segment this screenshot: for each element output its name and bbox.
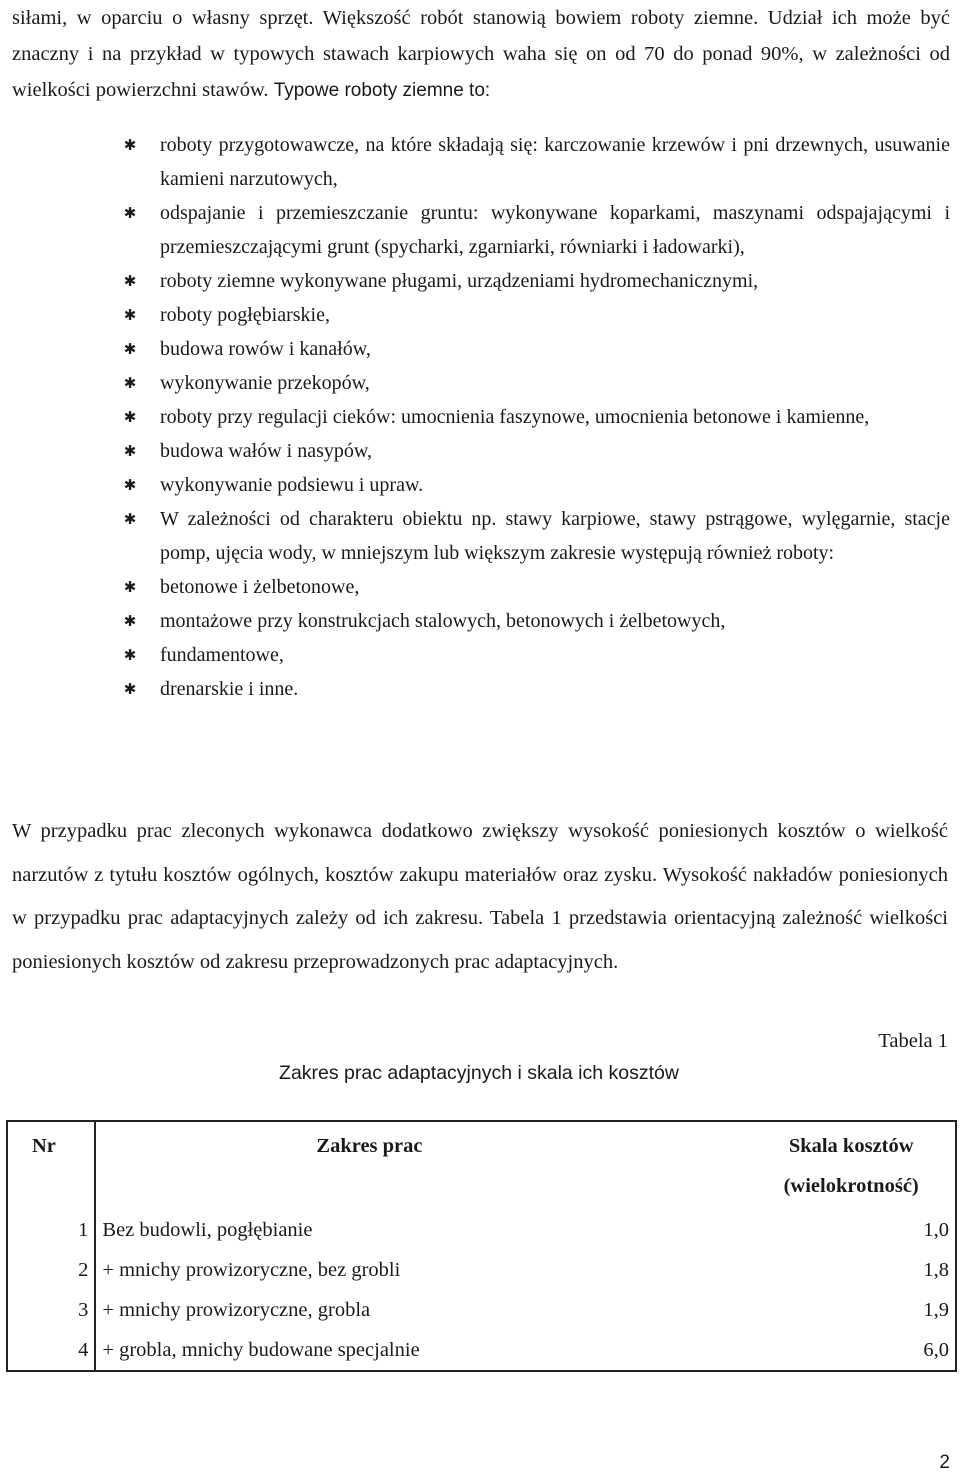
list-item-text: roboty przy regulacji cieków: umocnienia faszynowe, umocnienia betonowe i kamienne,	[160, 406, 870, 428]
cell-nr: 1	[7, 1210, 95, 1250]
header-skala	[753, 1121, 956, 1210]
header-zakres: Zakres prac	[95, 1121, 753, 1210]
table-label: Tabela 1	[878, 1030, 948, 1052]
asterisk-bullet-icon: ✱	[123, 408, 137, 426]
list-item	[0, 298, 950, 332]
header-skala-line2: (wielokrotność)	[783, 1175, 919, 1197]
list-item	[0, 570, 950, 604]
list-item	[0, 434, 950, 468]
list-item	[0, 366, 950, 400]
asterisk-bullet-icon: ✱	[123, 340, 137, 358]
list-item-text: betonowe i żelbetonowe,	[160, 576, 360, 598]
list-item	[0, 332, 950, 366]
asterisk-bullet-icon: ✱	[123, 204, 137, 222]
intro-text: siłami, w oparciu o własny sprzęt. Większość robót stanowią bowiem roboty ziemne. Udział ich może być znaczny i na przykład w typowych stawach karpiowych waha się on od 70 do ponad 90%, w zależności od wielkości powierzchni stawów.	[12, 7, 950, 101]
list-item-text: fundamentowe,	[160, 644, 284, 666]
table-row	[7, 1250, 956, 1290]
cell-nr: 4	[7, 1330, 95, 1371]
table-row	[7, 1330, 956, 1371]
list-item	[0, 400, 950, 434]
list-item	[0, 672, 950, 706]
asterisk-bullet-icon: ✱	[123, 510, 137, 528]
list-item-text: roboty ziemne wykonywane pługami, urządzeniami hydromechanicznymi,	[160, 270, 759, 292]
intro-paragraph	[12, 0, 950, 109]
asterisk-bullet-icon: ✱	[123, 442, 137, 460]
list-item-text: odspajanie i przemieszczanie gruntu: wykonywane koparkami, maszynami odspajającymi i przemieszczającymi grunt (spycharki, zgarniarki, równiarki i ładowarki),	[160, 202, 950, 258]
cell-skala: 1,0	[753, 1210, 956, 1250]
asterisk-bullet-icon: ✱	[123, 374, 137, 392]
asterisk-bullet-icon: ✱	[123, 136, 137, 154]
asterisk-bullet-icon: ✱	[123, 306, 137, 324]
list-item-text: W zależności od charakteru obiektu np. stawy karpiowe, stawy pstrągowe, wylęgarnie, stacje pomp, ujęcia wody, w mniejszym lub większym zakresie występują również roboty:	[160, 508, 950, 564]
list-item-text: roboty pogłębiarskie,	[160, 304, 330, 326]
list-item	[0, 264, 950, 298]
list-item-text: wykonywanie podsiewu i upraw.	[160, 474, 424, 496]
asterisk-bullet-icon: ✱	[123, 272, 137, 290]
works-list	[0, 128, 950, 706]
cell-nr: 3	[7, 1290, 95, 1330]
table-header-row	[7, 1121, 956, 1210]
cell-skala: 1,9	[753, 1290, 956, 1330]
asterisk-bullet-icon: ✱	[123, 680, 137, 698]
header-skala-line1: Skala kosztów	[788, 1135, 914, 1157]
asterisk-bullet-icon: ✱	[123, 646, 137, 664]
table-title-text: Zakres prac adaptacyjnych i skala ich kosztów	[279, 1062, 679, 1084]
header-nr: Nr	[7, 1121, 95, 1210]
table-row	[7, 1290, 956, 1330]
list-item	[0, 468, 950, 502]
cell-nr: 2	[7, 1250, 95, 1290]
asterisk-bullet-icon: ✱	[123, 612, 137, 630]
cell-skala: 1,8	[753, 1250, 956, 1290]
list-item-text: budowa rowów i kanałów,	[160, 338, 371, 360]
intro-lead-in: Typowe roboty ziemne to:	[273, 80, 491, 101]
list-item	[0, 638, 950, 672]
list-item	[0, 502, 950, 570]
cell-zakres: + mnichy prowizoryczne, grobla	[95, 1290, 753, 1330]
asterisk-bullet-icon: ✱	[123, 476, 137, 494]
cost-scale-table	[6, 1120, 957, 1372]
list-item	[0, 604, 950, 638]
list-item-text: wykonywanie przekopów,	[160, 372, 370, 394]
page-number: 2	[939, 1452, 950, 1473]
list-item-text: roboty przygotowawcze, na które składają się: karczowanie krzewów i pni drzewnych, usuwanie kamieni narzutowych,	[160, 134, 950, 190]
asterisk-bullet-icon: ✱	[123, 578, 137, 596]
list-item-text: budowa wałów i nasypów,	[160, 440, 373, 462]
list-item-text: drenarskie i inne.	[160, 678, 299, 700]
cell-zakres: + grobla, mnichy budowane specjalnie	[95, 1330, 753, 1371]
table-title	[0, 1062, 960, 1085]
table-row	[7, 1210, 956, 1250]
list-item-text: montażowe przy konstrukcjach stalowych, betonowych i żelbetowych,	[160, 610, 726, 632]
cell-skala: 6,0	[753, 1330, 956, 1371]
list-item	[0, 128, 950, 196]
cell-zakres: Bez budowli, pogłębianie	[95, 1210, 753, 1250]
cell-zakres: + mnichy prowizoryczne, bez grobli	[95, 1250, 753, 1290]
list-item	[0, 196, 950, 264]
costs-paragraph: W przypadku prac zleconych wykonawca dodatkowo zwiększy wysokość poniesionych kosztów o wielkość narzutów z tytułu kosztów ogólnych, kosztów zakupu materiałów oraz zysku. Wysokość nakładów poniesionych w przypadku prac adaptacyjnych zależy od ich zakresu. Tabela 1 przedstawia orientacyjną zależność wielkości poniesionych kosztów od zakresu przeprowadzonych prac adaptacyjnych.	[12, 820, 948, 973]
